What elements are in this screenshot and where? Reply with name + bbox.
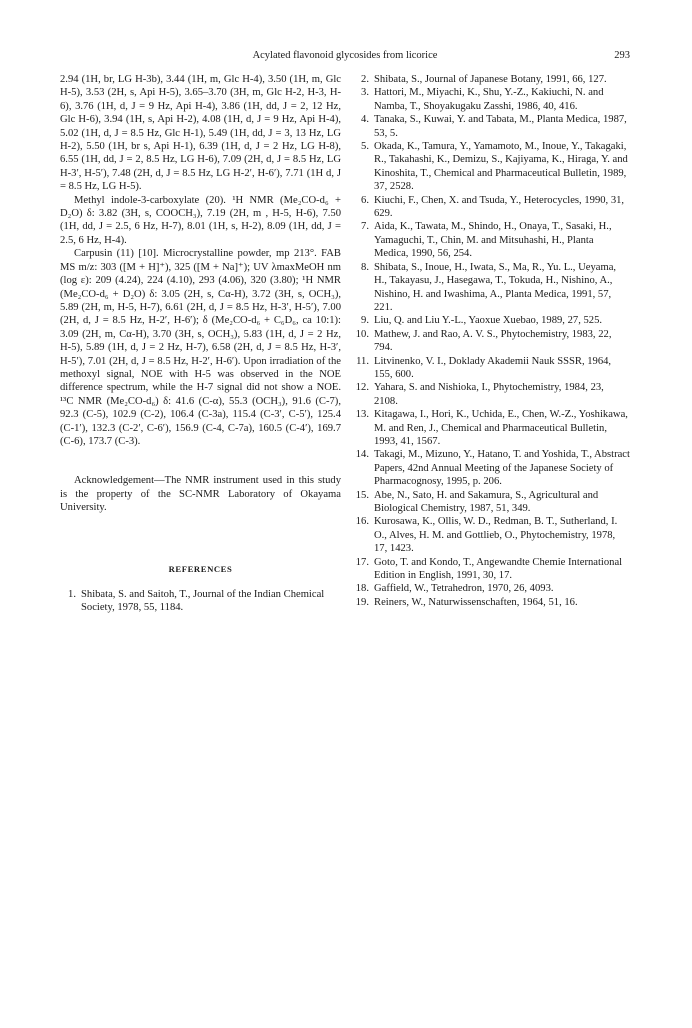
reference-item bbox=[60, 588, 341, 615]
reference-text: Reiners, W., Naturwissenschaften, 1964, 51, 16. bbox=[374, 596, 578, 608]
right-column bbox=[352, 73, 630, 609]
reference-text: Hattori, M., Miyachi, K., Shu, Y.-Z., Kakiuchi, N. and Namba, T., Shoyakugaku Zasshi, 1986, 40, 416. bbox=[374, 87, 604, 112]
reference-text: Shibata, S., Inoue, H., Iwata, S., Ma, R., Yu. L., Ueyama, H., Takayasu, J., Hasegawa, T., Tokuda, H., Nishino, A., Nishino, H. and Iwashima, A., Planta Medica, 1991, 57, 221. bbox=[374, 261, 617, 313]
reference-number: 17. bbox=[355, 556, 369, 568]
nmr-data-paragraph: 2.94 (1H, br, LG H-3b), 3.44 (1H, m, Glc H-4), 3.50 (1H, m, Glc H-5), 3.53 (2H, s, Api H-5), 3.65–3.70 (3H, m, Glc H-2, H-3, H-6), 3.76 (1H, d, J = 9 Hz, Api H-4), 3.86 (1H, dd, J = 2, 12 Hz, Glc H-6), 3.94 (1H, s, Api H-2), 4.08 (1H, d, J = 9 Hz, Api H-4), 5.02 (1H, d, J = 8.5 Hz, Glc H-1), 5.49 (1H, dd, J = 3, 13 Hz, LG H-2), 5.50 (1H, br s, Api H-1), 6.39 (1H, d, J = 2 Hz, LG H-8), 6.55 (1H, dd, J = 2, 8.5 Hz, LG H-6), 7.09 (2H, d, J = 8.5 Hz, LG H-3′, H-5′), 7.48 (2H, d, J = 8.5 Hz, LG H-2′, H-6′), 7.71 (1H d, J = 8.5 Hz, LG H-5). bbox=[60, 74, 341, 193]
left-column bbox=[60, 73, 341, 615]
reference-item bbox=[352, 596, 630, 609]
reference-text: Tanaka, S., Kuwai, Y. and Tabata, M., Planta Medica, 1987, 53, 5. bbox=[374, 114, 627, 139]
reference-item bbox=[352, 261, 630, 315]
reference-number: 13. bbox=[355, 409, 369, 421]
reference-item bbox=[352, 113, 630, 140]
reference-number: 5. bbox=[361, 141, 369, 153]
reference-number: 4. bbox=[361, 114, 369, 126]
reference-text: Yahara, S. and Nishioka, I., Phytochemistry, 1984, 23, 2108. bbox=[374, 382, 604, 407]
reference-text: Goto, T. and Kondo, T., Angewandte Chemie International Edition in English, 1991, 30, 17. bbox=[374, 556, 623, 582]
reference-text: Liu, Q. and Liu Y.-L., Yaoxue Xuebao, 1989, 27, 525. bbox=[374, 315, 603, 327]
running-title: Acylated flavonoid glycosides from licorice bbox=[252, 50, 438, 61]
page-header bbox=[60, 50, 630, 64]
reference-number: 2. bbox=[361, 74, 369, 85]
reference-text: Shibata, S. and Saitoh, T., Journal of the Indian Chemical Society, 1978, 55, 1184. bbox=[81, 589, 325, 614]
reference-item bbox=[352, 86, 630, 113]
reference-number: 9. bbox=[361, 315, 369, 327]
compound-20-paragraph: Methyl indole-3-carboxylate (20). ¹H NMR (Me₂CO-d₆ + D₂O) δ: 3.82 (3H, s, COOCH₃), 7.19 (2H, m , H-5, H-6), 7.50 (1H, dd, J = 2.5, 6 Hz, H-7), 8.01 (1H, s, H-2), 8.09 (1H, dd, J = 2.5, 6 Hz, H-4). bbox=[60, 194, 341, 246]
reference-item bbox=[352, 73, 630, 86]
reference-text: Litvinenko, V. I., Doklady Akademii Nauk SSSR, 1964, 155, 600. bbox=[374, 355, 612, 380]
reference-number: 7. bbox=[361, 221, 369, 233]
reference-number: 15. bbox=[355, 489, 369, 501]
reference-item bbox=[352, 448, 630, 488]
reference-number: 11. bbox=[356, 355, 369, 367]
reference-item bbox=[352, 582, 630, 595]
reference-item bbox=[352, 408, 630, 448]
reference-item bbox=[352, 140, 630, 194]
reference-number: 1. bbox=[68, 589, 76, 600]
reference-number: 10. bbox=[355, 328, 369, 340]
reference-number: 14. bbox=[355, 449, 369, 461]
reference-text: Shibata, S., Journal of Japanese Botany, 1991, 66, 127. bbox=[374, 74, 607, 85]
reference-text: Takagi, M., Mizuno, Y., Hatano, T. and Yoshida, T., Abstract Papers, 42nd Annual Meeting of the Japanese Society of Pharmacognosy, 1995, p. 206. bbox=[374, 449, 630, 488]
reference-item bbox=[352, 381, 630, 408]
compound-11-paragraph: Carpusin (11) [10]. Microcrystalline powder, mp 213°. FAB MS m/z: 303 ([M + H]⁺), 325 ([M + Na]⁺); UV λmaxMeOH nm (log ε): 209 (4.24), 224 (4.10), 293 (4.06), 320 (3.80); ¹H NMR (Me₂CO-d₆ + D₂O) δ: 3.05 (2H, s, Cα-H), 3.72 (3H, s, OCH₃), 5.89 (2H, m, H-5, H-7), 6.61 (2H, d, J = 8.5 Hz, H-3′, H-5′), 7.00 (2H, d, J = 8.5 Hz, H-2′, H-6′); δ (Me₂CO-d₆ + C₆D₆, ca 10:1): 3.09 (2H, m, Cα-H), 3.70 (3H, s, OCH₃), 5.83 (1H, d, J = 2 Hz, H-5), 5.89 (1H, d, J = 2 Hz, H-7), 6.58 (2H, d, J = 8.5 Hz, H-3′, H-5′), 7.01 (2H, d, J = 8.5 Hz, H-2′, H-6′). Upon irradiation of the methoxyl signal, NOE with H-5 was observed in the NOE difference spectrum, while the H-7 signal did not show a NOE. ¹³C NMR (Me₂CO-d₆) δ: 41.6 (C-α), 55.3 (OCH₃), 91.6 (C-7), 92.3 (C-5), 102.9 (C-2), 106.4 (C-3a), 115.4 (C-3′, C-5′), 125.4 (C-1′), 132.3 (C-2′, C-6′), 156.9 (C-4, C-7a), 160.5 (C-4′), 169.7 (C-6), 173.7 (C-3). bbox=[60, 248, 341, 447]
reference-item bbox=[352, 220, 630, 260]
reference-number: 8. bbox=[361, 261, 369, 273]
reference-number: 3. bbox=[361, 87, 369, 99]
reference-item bbox=[352, 556, 630, 583]
reference-text: Gaffield, W., Tetrahedron, 1970, 26, 4093. bbox=[374, 583, 554, 595]
reference-item bbox=[352, 515, 630, 555]
reference-text: Kiuchi, F., Chen, X. and Tsuda, Y., Heterocycles, 1990, 31, 629. bbox=[374, 194, 625, 220]
reference-text: Abe, N., Sato, H. and Sakamura, S., Agricultural and Biological Chemistry, 1987, 51, 349. bbox=[374, 489, 599, 514]
reference-number: 16. bbox=[355, 516, 369, 528]
references-heading: REFERENCES bbox=[168, 563, 233, 574]
reference-item bbox=[352, 314, 630, 327]
reference-number: 12. bbox=[355, 382, 369, 394]
reference-item bbox=[352, 328, 630, 355]
reference-text: Mathew, J. and Rao, A. V. S., Phytochemistry, 1983, 22, 794. bbox=[374, 328, 612, 354]
reference-text: Okada, K., Tamura, Y., Yamamoto, M., Inoue, Y., Takagaki, R., Takahashi, K., Demizu, S., Kajiyama, K., Hiraga, Y. and Kinoshita, T., Chemical and Pharmaceutical Bulletin, 1989, 37, 2528. bbox=[374, 141, 628, 193]
reference-number: 18. bbox=[355, 583, 369, 595]
reference-item bbox=[352, 489, 630, 516]
reference-list-right bbox=[352, 73, 630, 609]
reference-text: Kurosawa, K., Ollis, W. D., Redman, B. T., Sutherland, I. O., Alves, H. M. and Gottlieb, O., Phytochemistry, 1978, 17, 1423. bbox=[374, 516, 618, 555]
reference-number: 6. bbox=[361, 194, 369, 206]
reference-item bbox=[352, 355, 630, 382]
acknowledgement: Acknowledgement—The NMR instrument used in this study is the property of the SC-NMR Laboratory of Okayama University. bbox=[60, 475, 341, 514]
page-number: 293 bbox=[614, 50, 630, 61]
reference-text: Aida, K., Tawata, M., Shindo, H., Onaya, T., Sasaki, H., Yamaguchi, T., Chin, M. and Mitsuhashi, H., Planta Medica, 1990, 56, 254. bbox=[374, 221, 612, 260]
reference-item bbox=[352, 194, 630, 221]
reference-text: Kitagawa, I., Hori, K., Uchida, E., Chen, W.-Z., Yoshikawa, M. and Ren, J., Chemical and Pharmaceutical Bulletin, 1993, 41, 1567. bbox=[374, 409, 628, 447]
reference-list-left bbox=[60, 588, 341, 615]
reference-number: 19. bbox=[355, 596, 369, 608]
